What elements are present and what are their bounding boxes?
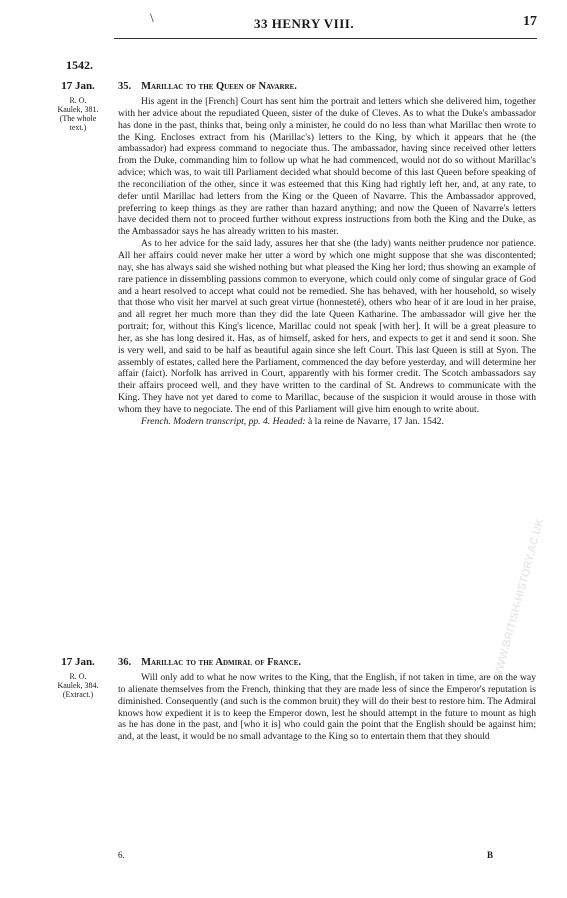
- entry-35-number: 35.: [118, 81, 132, 92]
- entry-35-heading: [118, 80, 536, 93]
- entry-36-ref-line: (Extract.): [62, 690, 94, 699]
- entry-36-number: 36.: [118, 657, 132, 668]
- entry-36-ref-line: Kaulek, 384.: [57, 681, 99, 690]
- entry-35-ref-line: (The whole: [59, 114, 97, 123]
- entry-36-margin: [48, 656, 108, 699]
- header-tick-mark: \: [150, 10, 154, 25]
- entry-36-ref-line: R. O.: [69, 672, 87, 681]
- entry-35-ref-line: text.): [69, 123, 87, 132]
- signature-mark-left: 6.: [118, 850, 125, 860]
- entry-35-source-plain: à la reine de Navarre, 17 Jan. 1542.: [305, 415, 444, 427]
- entry-35-date: 17 Jan.: [61, 80, 95, 92]
- entry-35-ref-line: Kaulek, 381.: [57, 105, 99, 114]
- page-number: 17: [523, 14, 537, 29]
- entry-35-ref-line: R. O.: [69, 96, 87, 105]
- signature-mark-right: B: [487, 850, 494, 860]
- entry-35-paragraph-1: His agent in the [French] Court has sent him the portrait and letters which she delivered him, together with her advice about the repudiated Queen, sister of the duke of Cleves. As to what the Duke's ambassador has done in the past, thinks that, being only a minister, he could do no less than what Marillac then wrote to the King. Encloses extract from his (Marillac's) letters to the King, by which it appears that he (the ambassador) had express command to negociate thus. The ambassador, having since received other letters from the Duke, commanding him to follow up what he had commenced, would not do so without Marillac's advice; which was, to wait till Parliament decided what should become of this last Queen before speaking of the reconciliation of the other, since it was esteemed that this King had rightly left her, and, at any rate, to defer until Marillac had letters from the King or the Queen of Navarre. This the Ambassador approved, preferring to keep things as they are rather than hazard anything; and now the Queen of Navarre's letters have decided them not to proceed further without express instructions from both the King and the Duke, as the Ambassador says he has already written to his master.: [118, 96, 536, 238]
- running-title: 33 HENRY VIII.: [254, 16, 355, 31]
- entry-36: [118, 656, 536, 743]
- margin-year: 1542.: [66, 58, 93, 72]
- entry-36-date: 17 Jan.: [61, 656, 95, 668]
- entry-35: [118, 80, 536, 428]
- header-rule: [114, 38, 537, 39]
- entry-35-source-italic: French. Modern transcript, pp. 4. Headed:: [141, 415, 306, 427]
- entry-35-paragraph-2: As to her advice for the said lady, assures her that she (the lady) wants neither prudence nor patience. All her affairs could never make her utter a word by which one might suppose that she was discontented; nay, she has always said she wished nothing but what pleased the King her lord; thus showing an example of rare patience in dissembling passions common to everyone, which could only come of singular grace of God and a heart resolved to accept what could not be remedied. She has behaved, with her household, so wisely that those who visit her marvel at such great virtue (honnesteté), others who hear of it are loud in her praise, and all regret her much more than they did the late Queen Katharine. The ambassador will give her the portrait; for, without this King's licence, Marillac could not speak [with her]. It will be a great pleasure to her, as she has long desired it. Has, as of himself, asked for hers, and expects to get it and send it soon. She is very well, and said to be half as beautiful again since she left Court. This last Queen is still at Syon. The assembly of estates, called here the Parliament, commenced the day before yesterday, and will determine her affair (faict). Norfolk has arrived in Court, apparently with his former credit. The Scotch ambassadors say their affairs proceed well, and they have written to the cardinal of St. Andrews to communicate with the King. They have not yet dared to come to Marillac, because of the suspicion it would arouse in those with whom they have to negociate. The end of this Parliament will give him enough to write about.: [118, 238, 536, 415]
- watermark-text: WWW.BRITISH-HISTORY.AC.UK: [491, 517, 547, 682]
- entry-35-margin: [48, 80, 108, 132]
- entry-35-title: Marillac to the Queen of Navarre.: [141, 81, 297, 92]
- entry-35-source-note: [118, 416, 536, 428]
- entry-36-paragraph-1: Will only add to what he now writes to the King, that the English, if not taken in time, are on the way to alienate themselves from the French, thinking that they are made less of since the Emperor's reputation is diminished. Consequently (and such is the common bruit) they will do their best to restore him. The Admiral knows how expedient it is to keep the Emperor down, lest he should attempt in the future to mount as high as he has done in the past, and [who it is] who could gain the point that the English should be against him; and, at the least, it would be no small advantage to the King so to entertain them that they should: [118, 672, 536, 743]
- entry-36-heading: [118, 656, 536, 669]
- entry-36-title: Marillac to the Admiral of France.: [141, 657, 302, 668]
